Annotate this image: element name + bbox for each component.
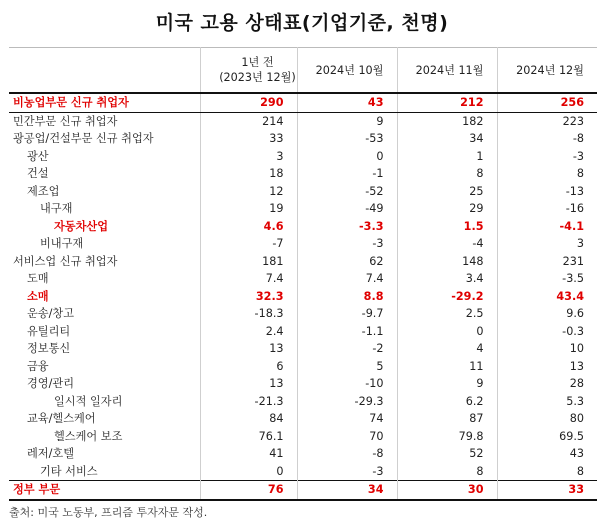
cell-value: -49 <box>297 200 397 218</box>
cell-value: 5.3 <box>566 394 584 408</box>
cell-value: 6 <box>200 358 297 376</box>
table-header-row <box>9 48 597 94</box>
cell-value: 18 <box>200 165 297 183</box>
cell-value: 33 <box>497 481 597 500</box>
cell-value: 256 <box>497 93 597 112</box>
cell-value: 43.4 <box>556 289 584 303</box>
cell-value: 52 <box>397 445 497 463</box>
cell-value: 80 <box>569 412 584 425</box>
cell-value: 3 <box>576 237 584 250</box>
cell-value: -21.3 <box>200 393 297 411</box>
header-nov-2024: 2024년 11월 <box>397 48 497 94</box>
header-year-ago-line1: 1년 전 <box>241 56 274 69</box>
cell-value: 33 <box>200 130 297 148</box>
employment-table <box>9 47 597 501</box>
cell-value: -0.3 <box>562 324 584 338</box>
table-row <box>9 165 597 183</box>
table-row <box>9 288 597 306</box>
cell-value: 13 <box>200 340 297 358</box>
table-row <box>9 253 597 271</box>
header-year-ago-line2: (2023년 12월) <box>219 71 296 84</box>
cell-value: -16 <box>565 202 584 215</box>
row-label: 기타 서비스 <box>9 463 200 481</box>
table-row <box>9 340 597 358</box>
cell-value: 5 <box>297 358 397 376</box>
table-row <box>9 183 597 201</box>
cell-value: 212 <box>397 93 497 112</box>
cell-value: 29 <box>397 200 497 218</box>
cell-value: -9.7 <box>297 305 397 323</box>
cell-value: -2 <box>297 340 397 358</box>
row-label: 정보통신 <box>9 340 200 358</box>
cell-value: 0 <box>297 148 397 166</box>
cell-value: -53 <box>297 130 397 148</box>
row-label: 광산 <box>9 148 200 166</box>
cell-value: -18.3 <box>200 305 297 323</box>
table-row <box>9 93 597 112</box>
cell-value: 79.8 <box>397 428 497 446</box>
cell-value: 2.4 <box>200 323 297 341</box>
cell-value: 8 <box>576 167 584 180</box>
cell-value: 0 <box>200 463 297 481</box>
cell-value: -3 <box>572 149 584 163</box>
cell-value: -3 <box>297 235 397 253</box>
cell-value: 231 <box>562 254 584 268</box>
cell-value: 9 <box>397 375 497 393</box>
cell-value: 4 <box>397 340 497 358</box>
table-row <box>9 481 597 500</box>
cell-value: 8.8 <box>297 288 397 306</box>
cell-value: 6.2 <box>397 393 497 411</box>
row-label: 금융 <box>9 358 200 376</box>
cell-value: 182 <box>397 112 497 130</box>
cell-value: 8 <box>397 463 497 481</box>
cell-value: 70 <box>297 428 397 446</box>
cell-value: -1 <box>297 165 397 183</box>
cell-value: 76 <box>200 481 297 500</box>
table-row <box>9 358 597 376</box>
table-row <box>9 375 597 393</box>
cell-value: 10 <box>569 342 584 355</box>
table-row <box>9 112 597 130</box>
header-oct-2024: 2024년 10월 <box>297 48 397 94</box>
cell-value: 74 <box>297 410 397 428</box>
cell-value: 3 <box>200 148 297 166</box>
row-label: 레저/호텔 <box>9 445 200 463</box>
cell-value: 25 <box>397 183 497 201</box>
source-note: 출처: 미국 노동부, 프리즘 투자자문 작성. <box>9 506 208 519</box>
table-row <box>9 393 597 411</box>
cell-value: -3.5 <box>562 272 584 285</box>
row-label: 비농업부문 신규 취업자 <box>9 93 200 112</box>
cell-value: 7.4 <box>297 270 397 288</box>
row-label: 경영/관리 <box>9 375 200 393</box>
row-label: 정부 부문 <box>9 481 200 500</box>
row-label: 교육/헬스케어 <box>9 410 200 428</box>
cell-value: 34 <box>397 130 497 148</box>
cell-value: 13 <box>569 359 584 373</box>
cell-value: 32.3 <box>200 288 297 306</box>
row-label: 비내구재 <box>9 235 200 253</box>
cell-value: 76.1 <box>200 428 297 446</box>
row-label: 제조업 <box>9 183 200 201</box>
cell-value: 28 <box>569 377 584 390</box>
cell-value: 2.5 <box>397 305 497 323</box>
table-row <box>9 445 597 463</box>
cell-value: 41 <box>200 445 297 463</box>
row-label: 헬스케어 보조 <box>9 428 200 446</box>
table-row <box>9 130 597 148</box>
table-row <box>9 235 597 253</box>
table-row <box>9 463 597 481</box>
cell-value: -52 <box>297 183 397 201</box>
cell-value: 148 <box>397 253 497 271</box>
row-label: 도매 <box>9 270 200 288</box>
cell-value: -1.1 <box>297 323 397 341</box>
row-label: 내구재 <box>9 200 200 218</box>
cell-value: 8 <box>397 165 497 183</box>
table-row <box>9 305 597 323</box>
cell-value: 62 <box>297 253 397 271</box>
cell-value: -8 <box>572 132 584 145</box>
table-row <box>9 148 597 166</box>
row-label: 광공업/건설부문 신규 취업자 <box>9 130 200 148</box>
cell-value: -4.1 <box>559 219 584 233</box>
cell-value: -29.2 <box>397 288 497 306</box>
cell-value: -29.3 <box>297 393 397 411</box>
cell-value: -13 <box>565 184 584 198</box>
table-row <box>9 270 597 288</box>
table-row <box>9 323 597 341</box>
cell-value: 69.5 <box>559 429 584 443</box>
cell-value: -3 <box>297 463 397 481</box>
cell-value: 19 <box>200 200 297 218</box>
cell-value: -8 <box>297 445 397 463</box>
cell-value: 84 <box>200 410 297 428</box>
row-label: 일시적 일자리 <box>9 393 200 411</box>
cell-value: -7 <box>200 235 297 253</box>
cell-value: 9.6 <box>566 307 584 320</box>
cell-value: 11 <box>397 358 497 376</box>
cell-value: 214 <box>200 112 297 130</box>
cell-value: 3.4 <box>397 270 497 288</box>
cell-value: 9 <box>297 112 397 130</box>
header-label-col <box>9 48 200 94</box>
page-title: 미국 고용 상태표(기업기준, 천명) <box>155 12 449 34</box>
table-row <box>9 200 597 218</box>
cell-value: 0 <box>397 323 497 341</box>
row-label: 유틸리티 <box>9 323 200 341</box>
table-row <box>9 428 597 446</box>
cell-value: 1 <box>397 148 497 166</box>
cell-value: -3.3 <box>297 218 397 236</box>
row-label: 서비스업 신규 취업자 <box>9 253 200 271</box>
cell-value: 181 <box>200 253 297 271</box>
table-row <box>9 218 597 236</box>
header-dec-2024: 2024년 12월 <box>497 48 597 94</box>
cell-value: 13 <box>200 375 297 393</box>
cell-value: 43 <box>569 447 584 460</box>
cell-value: 4.6 <box>200 218 297 236</box>
cell-value: 34 <box>297 481 397 500</box>
cell-value: 12 <box>200 183 297 201</box>
cell-value: 290 <box>200 93 297 112</box>
row-label: 운송/창고 <box>9 305 200 323</box>
cell-value: 30 <box>397 481 497 500</box>
table-row <box>9 410 597 428</box>
row-label: 소매 <box>9 288 200 306</box>
row-label: 건설 <box>9 165 200 183</box>
cell-value: 43 <box>297 93 397 112</box>
cell-value: -4 <box>397 235 497 253</box>
cell-value: 1.5 <box>397 218 497 236</box>
cell-value: 87 <box>397 410 497 428</box>
row-label: 민간부문 신규 취업자 <box>9 112 200 130</box>
row-label: 자동차산업 <box>9 218 200 236</box>
cell-value: -10 <box>297 375 397 393</box>
cell-value: 223 <box>562 114 584 128</box>
cell-value: 8 <box>576 464 584 478</box>
header-year-ago <box>200 48 297 94</box>
cell-value: 7.4 <box>200 270 297 288</box>
